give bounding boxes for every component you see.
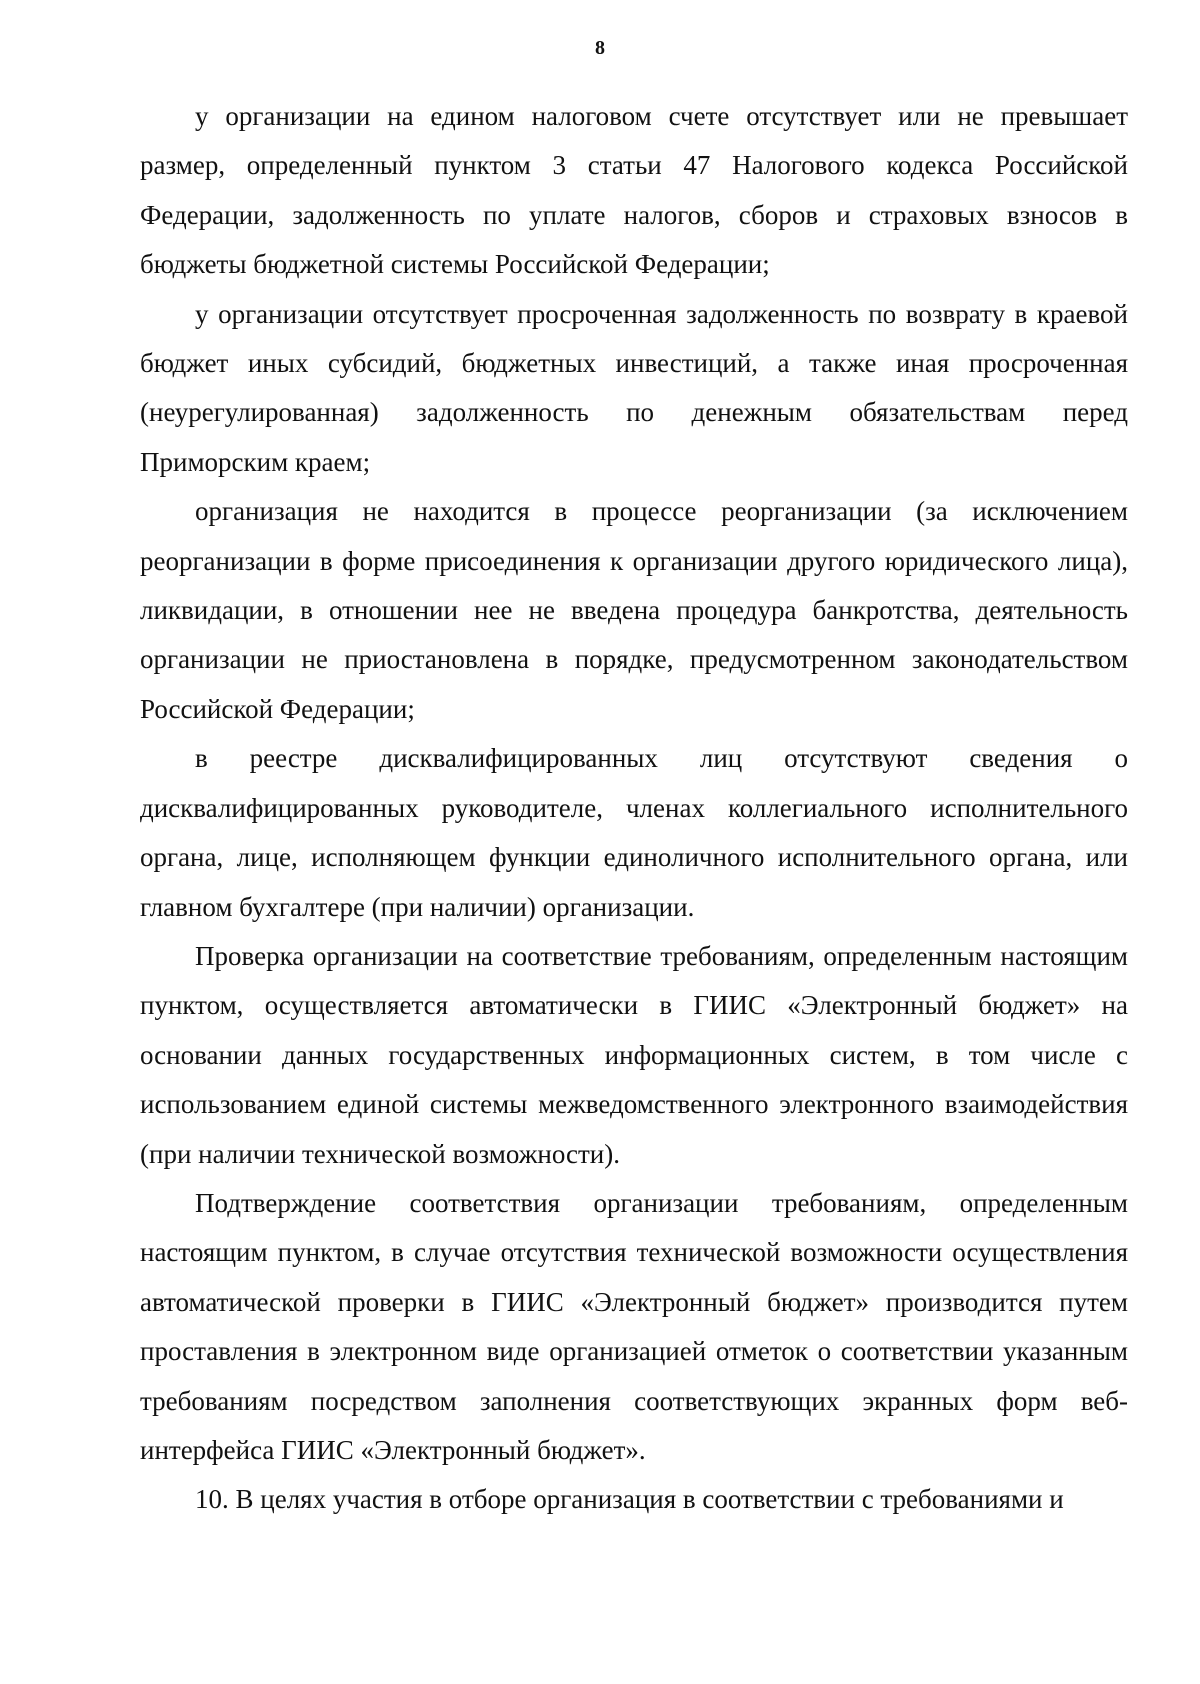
paragraph-section-10: 10. В целях участия в отборе организация в соответствии с требованиями и bbox=[195, 1484, 1064, 1515]
paragraph-confirmation: Подтверждение соответствия организации требованиям, определенным настоящим пунктом, в случае отсутствия технической возможности осуществления автоматической проверки в ГИИС «Электронный бюджет» производится путем проставления в электронном виде организацией отметок о соответствии указанным требованиям посредством заполнения соответствующих экранных форм веб-интерфейса ГИИС «Электронный бюджет». bbox=[140, 1187, 1128, 1465]
paragraph-disqualified-persons: в реестре дисквалифицированных лиц отсутствуют сведения о дисквалифицированных руководителе, членах коллегиального исполнительного органа, лице, исполняющем функции единоличного исполнительного органа, или главном бухгалтере (при наличии) организации. bbox=[140, 743, 1128, 922]
paragraph-overdue-debt: у организации отсутствует просроченная задолженность по возврату в краевой бюджет иных субсидий, бюджетных инвестиций, а также иная просроченная (неурегулированная) задолженность по денежным обязательствам перед Приморским краем; bbox=[140, 298, 1128, 477]
paragraph-automatic-check: Проверка организации на соответствие требованиям, определенным настоящим пунктом, осуществляется автоматически в ГИИС «Электронный бюджет» на основании данных государственных информационных систем, в том числе с использованием единой системы межведомственного электронного взаимодействия (при наличии технической возможности). bbox=[140, 940, 1128, 1169]
paragraph-reorganization: организация не находится в процессе реорганизации (за исключением реорганизации в форме присоединения к организации другого юридического лица), ликвидации, в отношении нее не введена процедура банкротства, деятельность организации не приостановлена в порядке, предусмотренном законодательством Российской Федерации; bbox=[140, 496, 1128, 724]
paragraph-tax-debt: у организации на едином налоговом счете отсутствует или не превышает размер, определенный пунктом 3 статьи 47 Налогового кодекса Российской Федерации, задолженность по уплате налогов, сборов и страховых взносов в бюджеты бюджетной системы Российской Федерации; bbox=[140, 101, 1128, 280]
document-body bbox=[140, 92, 1128, 1525]
page-number: 8 bbox=[595, 37, 605, 59]
